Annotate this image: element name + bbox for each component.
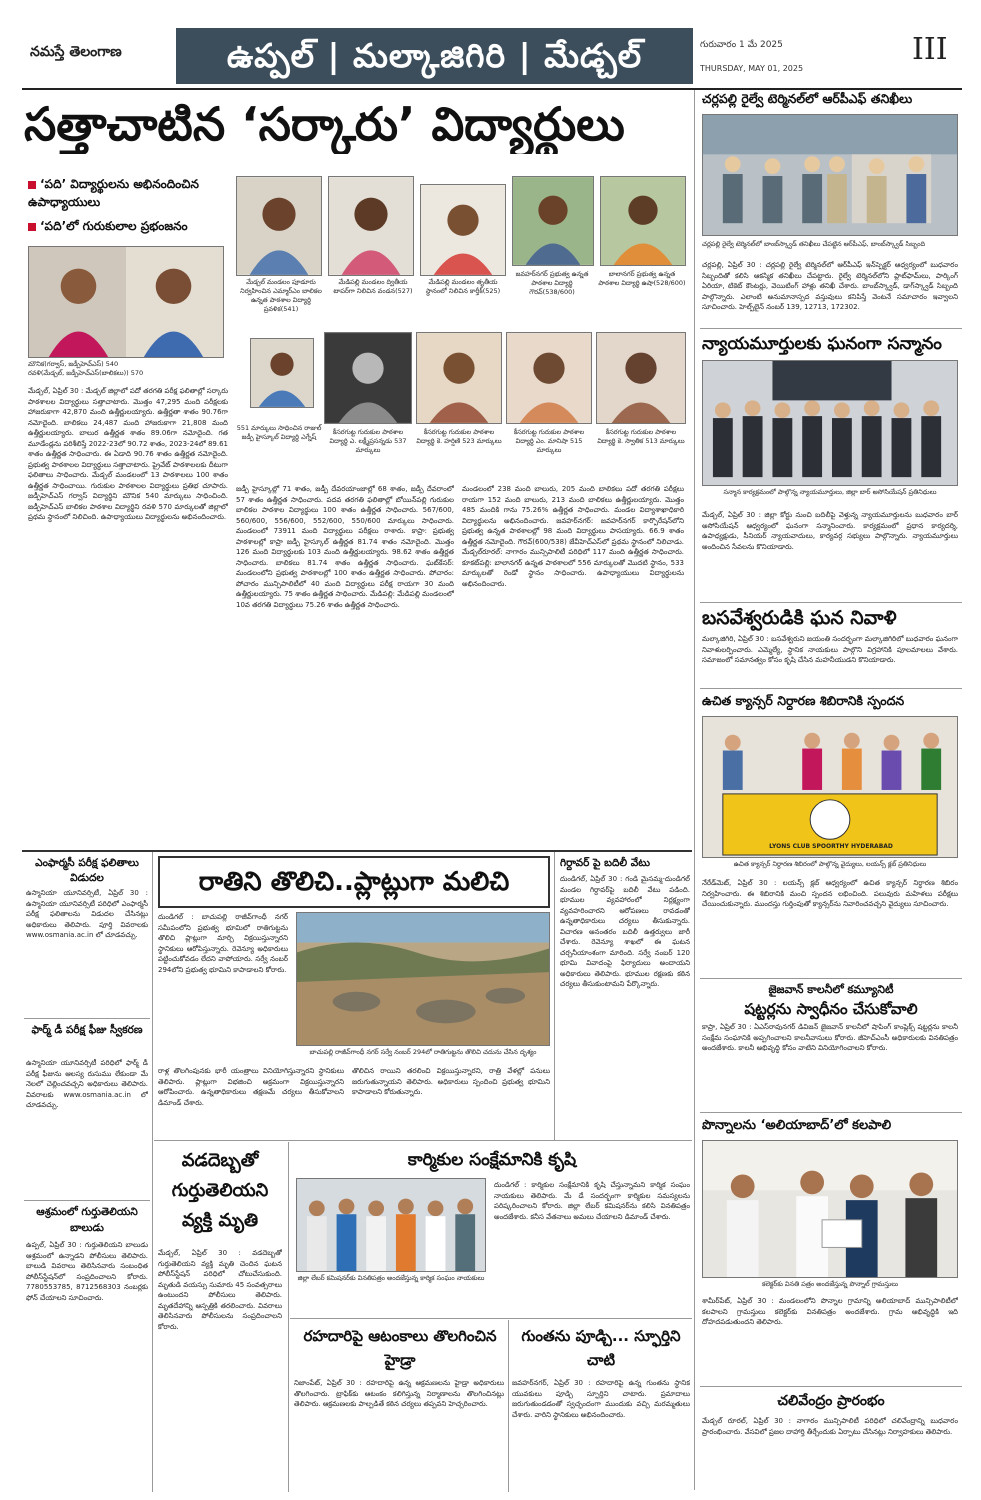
paper-name: నమస్తే తెలంగాణ — [30, 44, 122, 60]
jaijawan-body: కాప్రా, ఏప్రిల్ 30 : ఏఎస్‌రావునగర్ డివిజన్ జైజవాన్ కాలనీలో షాపింగ్ కాంప్లెక్స్ షట్టర్లను కాలనీ సంక్షేమ సంఘానికి అప్పగించాలని కాలనీవాసులు కోరారు. జీహెచ్‌ఎంసీ అధికారులకు వినతిపత్రం అందజేశారు. కాలనీ అభివృద్ధి కోసం వాటిని వినియోగించాలని కోరారు. — [702, 1023, 958, 1052]
hydra-body: నిజాంపేట్, ఏప్రిల్ 30 : రహదారిపై ఉన్న ఆక్రమణలను హైడ్రా అధికారులు తొలగించారు. ట్రాఫిక్‌కు ఆటంకం కలిగిస్తున్న నిర్మాణాలను తొలగించినట్లు తెలిపారు. ఆక్రమణలకు పాల్పడితే కఠిన చర్యలు తప్పవని హెచ్చరించారు. — [294, 1379, 504, 1408]
basava-body: మల్కాజిగిరి, ఏప్రిల్ 30 : బసవేశ్వరుని జయంతి సందర్భంగా మల్కాజిగిరిలో బుధవారం ఘనంగా నివాళులర్పించారు. ఎమ్మెల్యే, స్థానిక నాయకులు పాల్గొని విగ్రహానికి పూలమాలలు వేశారు. సమాజంలో సమానత్వం కోసం కృషి చేసిన మహనీయుడని కొనియాడారు. — [702, 635, 958, 664]
student-captions-row2 — [236, 424, 686, 484]
kicker-bullet-icon — [28, 223, 36, 231]
workers-caption: జిల్లా లేబర్ కమిషనర్‌కు వినతిపత్రం అందజేస్తున్న కార్మిక సంఘం నాయకులు — [297, 1274, 485, 1282]
cancer-body: నేరేడ్‌మెట్, ఏప్రిల్ 30 : లయన్స్ క్లబ్ ఆధ్వర్యంలో ఉచిత క్యాన్సర్ నిర్ధారణ శిబిరం నిర్వహించారు. ఈ శిబిరానికి మంచి స్పందన లభించింది. పలువురు మహిళలు పరీక్షలు చేయించుకున్నారు. ముందస్తు గుర్తింపుతో క్యాన్సర్‌ను నివారించవచ్చని వైద్యులు సూచించారు. — [702, 879, 958, 908]
pothole-headline: గుంతను పూడ్చి... స్ఫూర్తిని చాటి — [521, 1327, 681, 1369]
column-rule — [508, 1320, 509, 1492]
student-photo — [416, 332, 502, 424]
workers-photo — [296, 1178, 486, 1272]
student-photo — [324, 332, 412, 424]
osmania-headline: ఎంఫార్మసీ పరీక్ష ఫలితాలు విడుదల — [35, 857, 139, 884]
cancer-caption: ఉచిత క్యాన్సర్ నిర్ధారణ శిబిరంలో పాల్గొన్న వైద్యులు, లయన్స్ క్లబ్ ప్రతినిధులు — [733, 860, 927, 868]
kicker-bullet-icon — [28, 181, 36, 189]
lead-body-col1: మేడ్చల్, ఏప్రిల్ 30 : మేడ్చల్ జిల్లాలో పదో తరగతి పరీక్ష ఫలితాల్లో సర్కారు పాఠశాలల విద్యార్థులు సత్తాచాటారు. మొత్తం 47,295 మంది పరీక్షలకు హాజరుకాగా 42,870 మంది ఉత్తీర్ణులయ్యారు. ఉత్తీర్ణతా శాతం 90.76గా నమోదైంది. బాలికలు 24,487 మంది హాజరుకాగా 21,808 మంది ఉత్తీర్ణులయ్యారు. బాలుర ఉత్తీర్ణత శాతం 89.06గా నమోదైంది. గత మూడేండ్లను పరిశీలిస్తే 2022-23లో 90.72 శాతం, 2023-24లో 89.61 శాతం ఉత్తీర్ణత సాధించారు. ఈ ఏడాది 90.76 శాతం ఉత్తీర్ణత నమోదైంది. ప్రభుత్వ పాఠశాలల విద్యార్థులు సత్తాచాటారు. ప్రైవేట్ పాఠశాలలకు దీటుగా ఫలితాలు సాధించారు. మేడ్చల్ మండలంలో 13 పాఠశాలలు 100 శాతం ఉత్తీర్ణత సాధించాయి. గురుకుల పాఠశాలల విద్యార్థులు ప్రతిభ చూపారు. జడ్పీహెచ్ఎస్ గర్వాస్ విద్యార్థిని మౌనిక 540 మార్కులు సాధించింది. జడ్పీహెచ్ఎస్ బాలికల పాఠశాల విద్యార్థిని రవళి 570 మార్కులతో జిల్లాలో ప్రథమ స్థానంలో నిలిచింది. ఉపాధ్యాయులు విద్యార్థులను అభినందించారు. — [28, 387, 228, 521]
girdawar-headline: గిర్దావర్ పై బదిలీ వేటు — [560, 857, 650, 869]
railway-caption: చర్లపల్లి రైల్వే టెర్మినల్‌లో బాంబ్‌స్క్వాడ్ తనిఖీలు చేపట్టిన ఆర్‌పీఎఫ్, బాంబ్‌స్క్వాడ్ సిబ్బంది — [702, 240, 926, 248]
student-photo — [420, 184, 506, 276]
section-rule — [700, 1386, 962, 1387]
kicker-1: ‘పది’ విద్యార్థులను అభినందించిన ఉపాధ్యాయులు — [28, 177, 199, 209]
section-rule — [700, 1112, 962, 1113]
jaijawan-headline-2: షట్టర్లను స్వాధీనం చేసుకోవాలి — [744, 1000, 918, 1018]
stone-photo — [296, 912, 550, 1046]
judges-caption: సన్మాన కార్యక్రమంలో పాల్గొన్న న్యాయమూర్తులు, జిల్లా బార్ అసోసియేషన్ ప్రతినిధులు — [723, 488, 937, 496]
student-caption: మేడిపల్లి మండలం ద్వితీయ టాపర్‌గా నిలిచిన వండన(527) — [333, 278, 413, 295]
hydra-headline: రహదారిపై ఆటంకాలు తొలగించిన హైడ్రా — [303, 1327, 497, 1369]
lead-headline: సత్తాచాటిన ‘సర్కారు’ విద్యార్థులు — [24, 97, 625, 151]
student-photo — [506, 332, 592, 424]
student-caption: కీసరగుట్ట గురుకుల పాఠశాల విద్యార్థి ఎం. మానిషా 515 మార్కులు — [513, 428, 585, 454]
cancer-headline: ఉచిత క్యాన్సర్ నిర్ధారణ శిబిరానికి స్పందన — [702, 693, 905, 708]
section-rule — [22, 850, 692, 852]
lead-body-col2: జడ్పీ హైస్కూల్లో 71 శాతం, జడ్పీ దేవరయాంజాల్లో 68 శాతం, జడ్పీ దేవరాంలో 57 శాతం ఉత్తీర్ణత సాధించారు. పదవ తరగతి ఫలితాల్లో బోయిన్‌పల్లి గురుకుల బాలికల పాఠశాల విద్యార్థులు 100 శాతం ఉత్తీర్ణత సాధించారు. 567/600, 560/600, 556/600, 552/600, 550/600 మార్కులు సాధించారు. మండలంలో 73911 మంది విద్యార్థులు పరీక్షలు రాశారు. కాప్రా: ప్రభుత్వ పాఠశాలల్లో కాప్రా జడ్పీ హైస్కూల్ ఉత్తీర్ణత 81.74 శాతం నమోదైంది. మొత్తం 126 మంది విద్యార్థులకు 103 మంది ఉత్తీర్ణులయ్యారు. 98.62 శాతం ఉత్తీర్ణత సాధించారు. బాలికలు 81.74 శాతం ఉత్తీర్ణత సాధించారు. ఘట్‌కేసర్: మండలంలోని ప్రభుత్వ పాఠశాలల్లో 100 శాతం ఉత్తీర్ణత సాధించారు. పోచారం: పోచారం మున్సిపాలిటీలో 40 మంది విద్యార్థులు పరీక్ష రాయగా 30 మంది ఉత్తీర్ణులయ్యారు. 75 శాతం ఉత్తీర్ణత సాధించారు. మేడిపల్లి: మేడిపల్లి మండలంలో 10వ తరగతి విద్యార్థులు 75.26 శాతం ఉత్తీర్ణత సాధించారు. — [236, 485, 454, 609]
railway-headline: చర్లపల్లి రైల్వే టెర్మినల్‌లో ఆర్‌పీఎఫ్ తనిఖీలు — [702, 91, 913, 106]
student-photo — [512, 176, 594, 266]
date-telugu: గురువారం 1 మే 2025 — [700, 40, 783, 50]
column-rule — [694, 90, 695, 1490]
railway-body: చర్లపల్లి, ఏప్రిల్ 30 : చర్లపల్లి రైల్వే టెర్మినల్‌లో ఆర్‌పీఎఫ్ ఇన్‌స్పెక్టర్ ఆధ్వర్యంలో బుధవారం సిబ్బందితో కలిసి ఆకస్మిక తనిఖీలు చేపట్టారు. రైల్వే టెర్మినల్‌లోని ప్లాట్‌ఫామ్‌లు, పార్కింగ్ ఏరియా, టికెట్ కౌంటర్లు, వెయిటింగ్ హాళ్లు తనిఖీ చేశారు. బాంబ్‌స్క్వాడ్, డాగ్‌స్క్వాడ్ సిబ్బంది పాల్గొన్నారు. ఎలాంటి అనుమానాస్పద వస్తువులు కనిపిస్తే వెంటనే సమాచారం ఇవ్వాలని సూచించారు. హెల్ప్‌లైన్ నంబర్ 139, 12713, 172302. — [702, 261, 958, 311]
pothole-body: జవహర్‌నగర్, ఏప్రిల్ 30 : రహదారిపై ఉన్న గుంతను స్థానిక యువకులు పూడ్చి స్ఫూర్తిని చాటారు. ప్రమాదాలు జరుగుతుండడంతో స్వచ్ఛందంగా ముందుకు వచ్చి మరమ్మతులు చేశారు. వారిని స్థానికులు అభినందించారు. — [512, 1379, 690, 1419]
page-number: III — [912, 32, 948, 67]
banner-box — [176, 28, 693, 84]
masthead — [22, 28, 962, 86]
judges-body: మేడ్చల్, ఏప్రిల్ 30 : జిల్లా కోర్టు నుంచి బదిలీపై వెళ్తున్న న్యాయమూర్తులను బుధవారం బార్ అసోసియేషన్ ఆధ్వర్యంలో ఘనంగా సన్మానించారు. కార్యక్రమంలో ప్రధాన కార్యదర్శి, ఉపాధ్యక్షుడు, సీనియర్ న్యాయవాదులు, కార్యవర్గ సభ్యులు పాల్గొన్నారు. న్యాయమూర్తులు అందించిన సేవలను కొనియాడారు. — [702, 511, 958, 551]
cancer-banner-text: LYONS CLUB SPOORTHY HYDERABAD — [769, 843, 893, 850]
student-caption: మేడిపల్లి మండలం తృతీయ స్థానంలో నిలిచిన కార్తీక్(525) — [425, 278, 501, 295]
chaliveendram-headline: చలివేంద్రం ప్రారంభం — [777, 1393, 885, 1409]
column-rule — [152, 852, 153, 1492]
stone-caption: బాచుపల్లి రాజీవ్‌గాంధీ నగర్ సర్వే నంబర్ 294లో రాతిగుట్టను తొలిచి చదును చేసిన దృశ్యం — [309, 1048, 537, 1056]
section-rule — [700, 978, 962, 979]
ashram-body: ఉప్పల్, ఏప్రిల్ 30 : గుర్తుతెలియని బాలుడు ఆశ్రమంలో ఉన్నాడని పోలీసులు తెలిపారు. బాలుడి వివరాలు తెలిసినవారు సంబంధిత పోలీస్‌స్టేషన్‌లో సంప్రదించాలని కోరారు. 7780553785, 8712568303 నంబర్లకు ఫోన్ చేయాలని సూచించారు. — [26, 1241, 148, 1302]
chaliveendram-body: మేడ్చల్ రూరల్, ఏప్రిల్ 30 : నాగారం మున్సిపాలిటీ పరిధిలో చలివేంద్రాన్ని బుధవారం ప్రారంభించారు. వేసవిలో ప్రజల దాహార్తి తీర్చేందుకు ఏర్పాటు చేసినట్లు నిర్వాహకులు తెలిపారు. — [702, 1417, 958, 1436]
judges-photo — [702, 360, 958, 486]
railway-photo — [702, 114, 958, 236]
student-caption: మేడ్చల్ మండలం పూడూరు నిర్వహించిన ఎమ్మార్ఎం బాలికల ఉన్నత పాఠశాల విద్యార్థి ప్రవళిక(541) — [240, 278, 322, 313]
basava-headline: బసవేశ్వరుడికి ఘన నివాళి — [702, 607, 897, 629]
date-english: THURSDAY, MAY 01, 2025 — [700, 64, 804, 73]
lead-body-col3: మండలంలో 238 మంది బాలురు, 205 మంది బాలికలు పదో తరగతి పరీక్షలు రాయగా 152 మంది బాలురు, 213 మంది బాలికలు ఉత్తీర్ణులయ్యారు. మొత్తం 485 మందికి గాను 75.26% ఉత్తీర్ణత సాధించారు. మండల విద్యాశాఖాధికారి విద్యార్థులను అభినందించారు. జవహర్‌నగర్: జవహర్‌నగర్ కార్పొరేషన్‌లోని ప్రభుత్వ ఉన్నత పాఠశాలల్లో 98 మంది విద్యార్థులు పాసయ్యారు. 66.9 శాతం ఉత్తీర్ణత నమోదైంది. గౌరవ్(600/538) జేవీహెచ్‌ఎస్‌లో ప్రథమ స్థానంలో నిలిచాడు. మేడ్చల్‌రూరల్: నాగారం మున్సిపాలిటీ పరిధిలో 117 మంది ఉత్తీర్ణత సాధించారు. కూకట్‌పల్లి: బాలానగర్ ఉన్నత పాఠశాలలో 556 మార్కులతో మొదటి స్థానం, 533 మార్కులతో రెండో స్థానం సాధించారు. ఉపాధ్యాయులు విద్యార్థులను అభినందించారు. — [462, 485, 684, 588]
sunstroke-body: మేడ్చల్, ఏప్రిల్ 30 : వడదెబ్బతో గుర్తుతెలియని వ్యక్తి మృతి చెందిన ఘటన పోలీస్‌స్టేషన్ పరిధిలో చోటుచేసుకుంది. మృతుడి వయస్సు సుమారు 45 సంవత్సరాలు ఉంటుందని పోలీసులు తెలిపారు. మృతదేహాన్ని ఆస్పత్రికి తరలించారు. వివరాలు తెలిసినవారు పోలీసులను సంప్రదించాలని కోరారు. — [158, 1249, 282, 1331]
student-caption: కీసరగుట్ట గురుకుల పాఠశాల విద్యార్థి కె. హర్షిణి 523 మార్కులు — [416, 428, 502, 445]
ponnala-caption: కలెక్టర్‌కు వినతి పత్రం అందజేస్తున్న పొన్నాల్ గ్రామస్తులు — [761, 1280, 899, 1288]
ashram-headline: ఆశ్రమంలో గుర్తుతెలియని బాలుడు — [36, 1206, 138, 1234]
pharmd-body: ఉస్మానియా యూనివర్సిటీ పరిధిలో ఫార్మ్ డీ పరీక్ష ఫీజును ఆలస్య రుసుము లేకుండా మే నెలలో చెల్లించవచ్చని అధికారులు తెలిపారు. వివరాలకు www.osmania.ac.in లో చూడవచ్చు. — [26, 1059, 148, 1109]
section-rule — [154, 1140, 692, 1141]
stone-body-col1: దుండిగల్ : బాచుపల్లి రాజీవ్‌గాంధీ నగర్ సమీపంలోని ప్రభుత్వ భూమిలో రాతిగుట్టను తొలిచి ప్లాట్లుగా మార్చి విక్రయిస్తున్నారని స్థానికులు ఆరోపిస్తున్నారు. రెవెన్యూ అధికారులు పట్టించుకోవడం లేదని వాపోయారు. సర్వే నంబర్ 294లోని ప్రభుత్వ భూమిని కాపాడాలని కోరారు. — [158, 913, 288, 974]
column-rule — [554, 852, 555, 1140]
student-caption: జవహర్‌నగర్ ప్రభుత్వ ఉన్నత పాఠశాల విద్యార్థి గౌరవ్(538/600) — [515, 270, 589, 296]
student-photo — [596, 332, 686, 424]
lead-main-photo — [28, 246, 224, 358]
student-caption: బాలానగర్ ప్రభుత్వ ఉన్నత పాఠశాల విద్యార్థి ఉషా(528/600) — [598, 270, 686, 287]
cancer-photo — [702, 716, 958, 858]
banner-title: ఉప్పల్ | మల్కాజిగిరి | మేడ్చల్ — [226, 36, 643, 75]
stone-headline-box — [158, 856, 550, 908]
section-rule — [700, 602, 962, 603]
kicker-2: ‘పది’లో గురుకులాల ప్రభంజనం — [28, 217, 228, 235]
section-rule — [24, 1200, 150, 1201]
jaijawan-headline-1: జైజవాన్ కాలనీలో కమ్యూనిటీ — [768, 983, 894, 996]
student-photo — [236, 176, 322, 276]
workers-body: దుండిగల్ : కార్మికుల సంక్షేమానికి కృషి చేస్తున్నామని కార్మిక సంఘం నాయకులు తెలిపారు. మే డే సందర్భంగా కార్మికుల సమస్యలను పరిష్కరించాలని కోరారు. జిల్లా లేబర్ కమిషనర్‌ను కలిసి వినతిపత్రం అందజేశారు. కనీస వేతనాలు అమలు చేయాలని డిమాండ్ చేశారు. — [494, 1181, 690, 1221]
pharmd-headline: ఫార్మ్ డీ పరీక్ష ఫీజు స్వీకరణ — [31, 1024, 143, 1036]
column-rule — [288, 1142, 289, 1492]
lead-kickers — [28, 175, 228, 235]
student-photo — [328, 176, 414, 276]
stone-body-col2: రాళ్ల తొలగింపునకు భారీ యంత్రాలు వినియోగిస్తున్నారని స్థానికులు తెలిపారు. ప్లాట్లుగా విభజించి అక్రమంగా విక్రయిస్తున్నారని ఆరోపించారు. ఉన్నతాధికారులు తక్షణమే చర్యలు తీసుకోవాలని డిమాండ్ చేశారు. — [158, 1067, 344, 1107]
student-caption: కీసరగుట్ట గురుకుల పాఠశాల విద్యార్థి కె. స్వాతిక 513 మార్కులు — [597, 428, 685, 445]
sunstroke-headline: వడదెబ్బతో గుర్తుతెలియని వ్యక్తి మృతి — [171, 1150, 269, 1231]
section-rule — [290, 1318, 692, 1319]
ponnala-body: శామీర్‌పేట్, ఏప్రిల్ 30 : మండలంలోని పొన్నాల గ్రామాన్ని అలియాబాద్ మున్సిపాలిటీలో కలపాలని గ్రామస్తులు కలెక్టర్‌కు వినతిపత్రం అందజేశారు. గ్రామ అభివృద్ధికి ఇది దోహదపడుతుందని తెలిపారు. — [702, 1297, 958, 1326]
osmania-body: ఉస్మానియా యూనివర్సిటీ, ఏప్రిల్ 30 : ఉస్మానియా యూనివర్సిటీ పరిధిలో ఎంఫార్మసీ పరీక్ష ఫలితాలను విడుదల చేసినట్లు అధికారులు తెలిపారు. పూర్తి వివరాలకు www.osmania.ac.in లో చూడవచ్చు. — [26, 889, 148, 939]
section-rule — [700, 688, 962, 689]
student-photo — [600, 176, 686, 266]
student-captions-row1 — [236, 270, 686, 338]
ponnala-photo — [702, 1140, 958, 1278]
student-caption: 551 మార్కులు సాధించిన రాజుల్ జడ్పీ హైస్కూల్ విద్యార్థి ఎగ్నేష్ — [236, 424, 322, 441]
section-rule — [700, 328, 962, 329]
student-caption: కీసరగుట్ట గురుకుల పాఠశాల విద్యార్థి ఎ. లక్ష్మీప్రసన్నడు 537 మార్కులు — [329, 428, 407, 454]
student-photo — [250, 338, 314, 408]
ponnala-headline: పొన్నాలను ‘అలియాబాద్’లో కలపాలి — [702, 1118, 892, 1133]
stone-headline: రాతిని తొలిచి..ప్లాట్లుగా మలిచి — [198, 867, 510, 897]
workers-headline: కార్మికుల సంక్షేమానికి కృషి — [407, 1150, 577, 1170]
section-rule — [24, 1018, 150, 1019]
stone-body-col3: తొలిచిన రాయిని తరలించి విక్రయిస్తున్నారని, రాత్రి వేళల్లో పనులు జరుగుతున్నాయని తెలిపారు. అధికారులు స్పందించి ప్రభుత్వ భూమిని కాపాడాలని కోరుతున్నారు. — [352, 1067, 550, 1096]
lead-main-caption: మౌనిక(గర్వాస్, జడ్పీహెచ్ఎస్) 540 రవళి(మేడ్చల్, జడ్పీహెచ్ఎస్(బాలికలు)) 570 — [28, 360, 144, 377]
judges-headline: న్యాయమూర్తులకు ఘనంగా సన్మానం — [702, 334, 942, 354]
girdawar-body: దుండిగల్, ఏప్రిల్ 30 : గండి మైసమ్మ-దుండిగల్ మండల గిర్దావర్‌పై బదిలీ వేటు పడింది. భూముల వ్యవహారంలో నిర్లక్ష్యంగా వ్యవహరించారని ఆరోపణలు రావడంతో ఉన్నతాధికారులు చర్యలు తీసుకున్నారు. విచారణ అనంతరం బదిలీ ఉత్తర్వులు జారీ చేశారు. రెవెన్యూ శాఖలో ఈ ఘటన చర్చనీయాంశంగా మారింది. సర్వే నంబర్ 120 భూమి వివాదంపై ఫిర్యాదులు అందాయని అధికారులు తెలిపారు. భూముల రక్షణకు కఠిన చర్యలు తీసుకుంటామని పేర్కొన్నారు. — [560, 875, 690, 988]
